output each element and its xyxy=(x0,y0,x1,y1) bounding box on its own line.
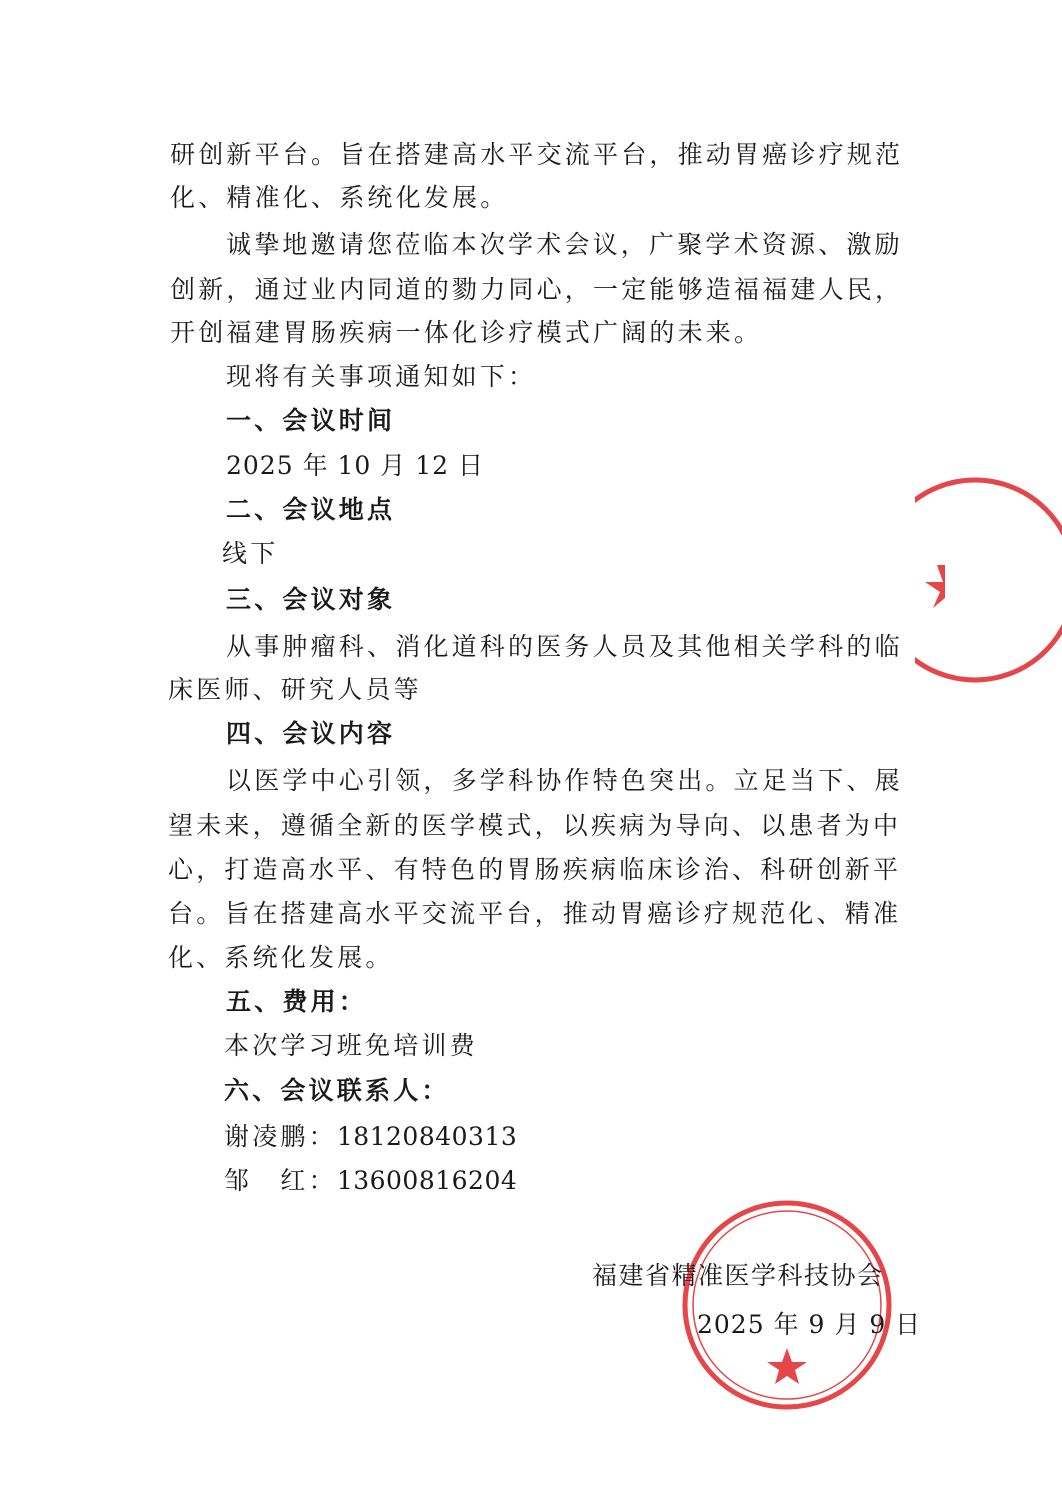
contact-row xyxy=(224,1166,517,1196)
body-line: 化、精准化、系统化发展。 xyxy=(170,183,509,212)
section-heading-time: 一、会议时间 xyxy=(226,406,396,435)
content-line: 望未来，遵循全新的医学模式，以疾病为导向、以患者为中 xyxy=(168,811,902,840)
body-line: 现将有关事项通知如下： xyxy=(226,362,537,391)
contact-phone: 13600816204 xyxy=(336,1166,518,1195)
content-line: 化、系统化发展。 xyxy=(168,943,394,972)
meeting-place: 线下 xyxy=(222,539,279,568)
section-heading-audience: 三、会议对象 xyxy=(226,585,396,614)
contact-phone: 18120840313 xyxy=(336,1122,518,1151)
content-line: 台。旨在搭建高水平交流平台，推动胃癌诊疗规范化、精准 xyxy=(168,899,902,928)
body-line: 开创福建胃肠疾病一体化诊疗模式广阔的未来。 xyxy=(170,318,763,347)
body-line: 诚挚地邀请您莅临本次学术会议，广聚学术资源、激励 xyxy=(226,230,903,259)
content-line: 以医学中心引领，多学科协作特色突出。立足当下、展 xyxy=(226,766,903,795)
meeting-date: 2025 年 10 月 12 日 xyxy=(226,451,484,480)
section-heading-contact: 六、会议联系人： xyxy=(224,1076,450,1105)
content-line: 心，打造高水平、有特色的胃肠疾病临床诊治、科研创新平 xyxy=(168,855,902,884)
body-line: 研创新平台。旨在搭建高水平交流平台，推动胃癌诊疗规范 xyxy=(170,140,904,169)
signature-org: 福建省精准医学科技协会 xyxy=(592,1261,884,1290)
fee-value: 本次学习班免培训费 xyxy=(224,1031,478,1060)
signature-date: 2025 年 9 月 9 日 xyxy=(697,1310,922,1339)
partial-seal-stamp xyxy=(915,470,1062,690)
contact-row xyxy=(224,1122,517,1152)
contact-name: 谢凌鹏： xyxy=(224,1122,337,1151)
body-line: 创新，通过业内同道的勠力同心，一定能够造福福建人民， xyxy=(170,275,904,304)
contact-name: 邹 红： xyxy=(224,1166,337,1195)
official-seal-stamp xyxy=(680,1198,895,1413)
audience-line: 从事肿瘤科、消化道科的医务人员及其他相关学科的临 xyxy=(226,632,903,661)
section-heading-content: 四、会议内容 xyxy=(226,719,396,748)
audience-line: 床医师、研究人员等 xyxy=(168,675,422,704)
section-heading-fee: 五、费用： xyxy=(226,987,368,1016)
section-heading-place: 二、会议地点 xyxy=(226,495,396,524)
